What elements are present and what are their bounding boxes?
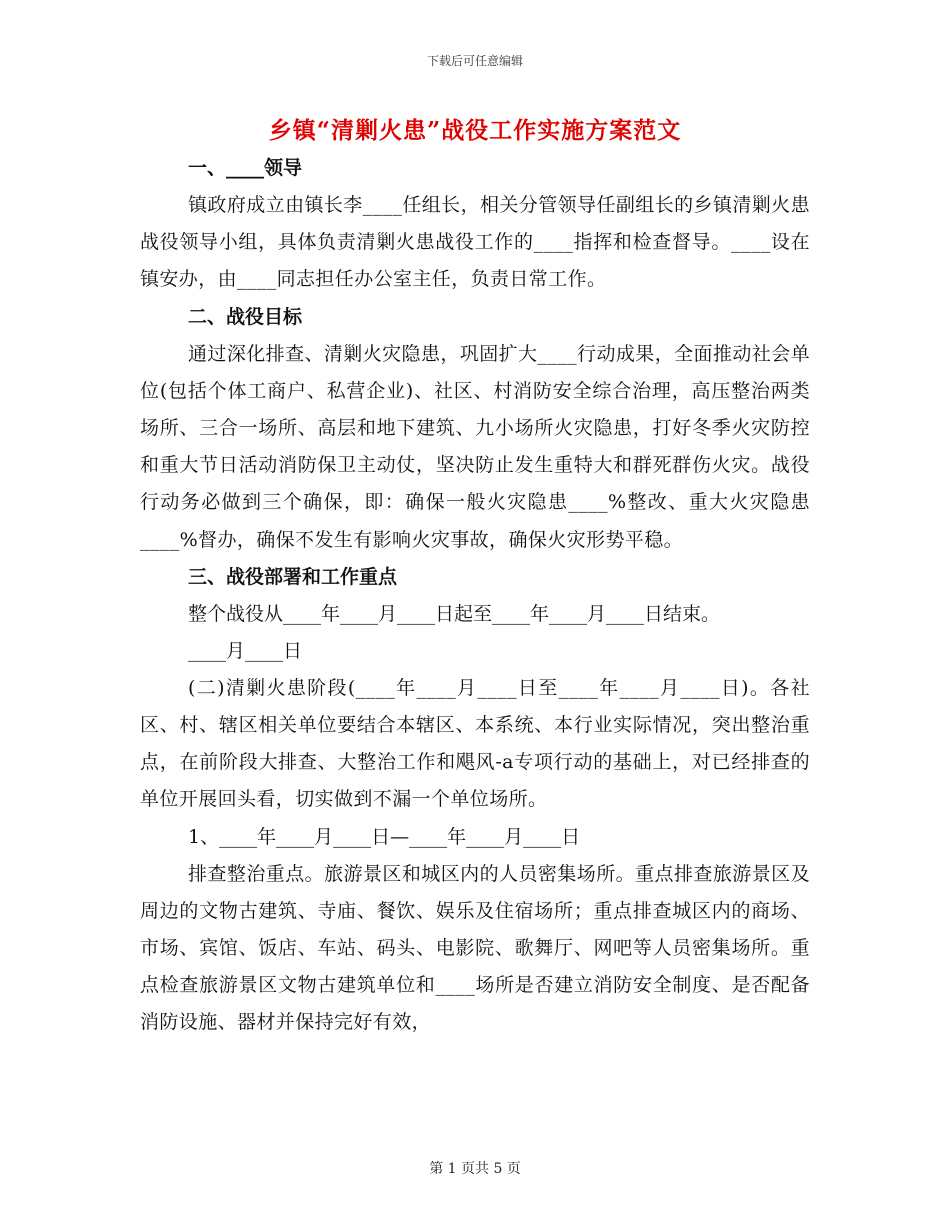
section-heading-3: 三、战役部署和工作重点 [188,565,398,588]
paragraph: 通过深化排查、清剿火灾隐患，巩固扩大____行动成果，全面推动社会单位(包括个体工商户、私营企业)、社区、村消防安全综合治理，高压整治两类场所、三合一场所、高层和地下建筑、九小场所火灾隐患，打好冬季火灾防控和重大节日活动消防保卫主动仗，坚决防止发生重特大和群死群伤火灾。战役行动务必做到三个确保，即：确保一般火灾隐患____%整改、重大火灾隐患____%督办，确保不发生有影响火灾事故，确保火灾形势平稳。 [140,342,810,551]
date-line: ____月____日 [188,639,303,662]
page-header: 下载后可任意编辑 [426,54,523,68]
paragraph: (二)清剿火患阶段(____年____月____日至____年____月____日)。各社区、村、辖区相关单位要结合本辖区、本系统、本行业实际情况，突出整治重点，在前阶段大排查、大整治工作和飓风-a专项行动的基础上，对已经排查的单位开展回头看，切实做到不漏一个单位场所。 [140,676,810,811]
schedule-line: 整个战役从____年____月____日起至____年____月____日结束。 [188,602,721,625]
section-heading-1: 一、____领导 [188,157,303,179]
section-heading-2: 二、战役目标 [188,305,303,328]
paragraph: 镇政府成立由镇长李____任组长，相关分管领导任副组长的乡镇清剿火患战役领导小组，具体负责清剿火患战役工作的____指挥和检查督导。____设在镇安办，由____同志担任办公室主任，负责日常工作。 [140,194,810,291]
page-footer: 第 1 页共 5 页 [429,1161,521,1177]
paragraph: 排查整治重点。旅游景区和城区内的人员密集场所。重点排查旅游景区及周边的文物古建筑、寺庙、餐饮、娱乐及住宿场所；重点排查城区内的商场、市场、宾馆、饭店、车站、码头、电影院、歌舞厅、网吧等人员密集场所。重点检查旅游景区文物古建筑单位和____场所是否建立消防安全制度、是否配备消防设施、器材并保持完好有效， [140,862,810,1034]
document-title: 乡镇“清剿火患”战役工作实施方案范文 [268,117,682,144]
date-range-line: 1、____年____月____日—____年____月____日 [188,825,581,848]
document-body [140,150,810,1042]
